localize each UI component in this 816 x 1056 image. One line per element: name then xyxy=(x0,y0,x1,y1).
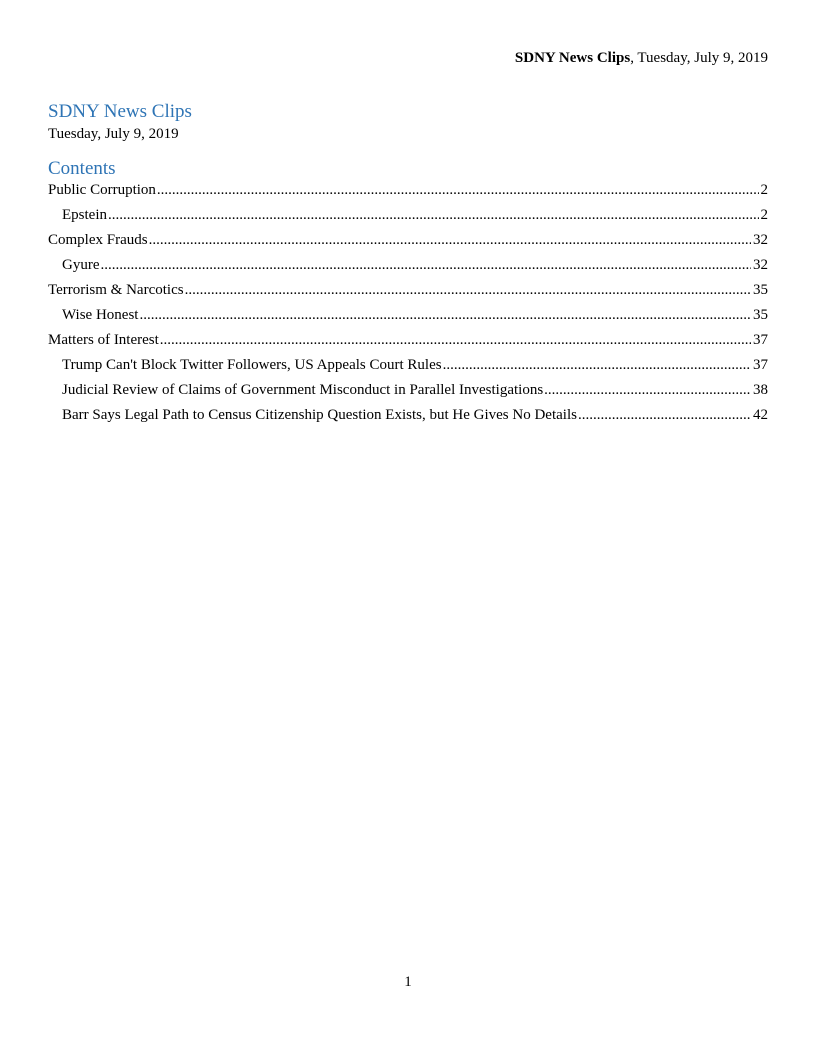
toc-dot-leader xyxy=(101,255,752,275)
toc-entry-link[interactable] xyxy=(48,355,768,380)
toc-entry-label: Gyure xyxy=(62,257,100,273)
contents-heading: Contents xyxy=(48,158,116,179)
toc-dot-leader xyxy=(157,180,759,200)
toc-entry-page: 2 xyxy=(760,182,768,198)
toc-entry-label: Epstein xyxy=(62,207,107,223)
toc-entry-page: 35 xyxy=(753,307,768,323)
toc-dot-leader xyxy=(443,355,751,375)
toc-dot-leader xyxy=(185,280,751,300)
document-date: Tuesday, July 9, 2019 xyxy=(48,126,179,142)
toc-item xyxy=(48,380,768,405)
toc-entry-page: 35 xyxy=(753,282,768,298)
toc-entry-label: Terrorism & Narcotics xyxy=(48,282,184,298)
toc-entry-link[interactable] xyxy=(48,280,768,305)
page-number: 1 xyxy=(404,974,412,990)
toc-entry-label: Trump Can't Block Twitter Followers, US Appeals Court Rules xyxy=(62,357,442,373)
toc-entry-label: Complex Frauds xyxy=(48,232,148,248)
toc-entry-label: Barr Says Legal Path to Census Citizenship Question Exists, but He Gives No Details xyxy=(62,407,577,423)
toc-entry-link[interactable] xyxy=(48,405,768,430)
toc-entry-link[interactable] xyxy=(48,230,768,255)
running-header xyxy=(515,48,768,68)
toc-entry-page: 2 xyxy=(760,207,768,223)
toc-item xyxy=(48,280,768,305)
toc-entry-link[interactable] xyxy=(48,180,768,205)
toc-dot-leader xyxy=(108,205,759,225)
toc-entry-label: Matters of Interest xyxy=(48,332,159,348)
toc-dot-leader xyxy=(544,380,751,400)
toc-entry-link[interactable] xyxy=(48,255,768,280)
toc-item xyxy=(48,230,768,255)
document-title: SDNY News Clips xyxy=(48,101,192,122)
toc-entry-page: 37 xyxy=(753,357,768,373)
toc-item xyxy=(48,355,768,380)
toc-entry-link[interactable] xyxy=(48,305,768,330)
toc-dot-leader xyxy=(578,405,751,425)
header-separator: , xyxy=(630,50,634,66)
toc-item xyxy=(48,205,768,230)
toc-entry-page: 38 xyxy=(753,382,768,398)
toc-entry-label: Wise Honest xyxy=(62,307,139,323)
toc-entry-link[interactable] xyxy=(48,205,768,230)
toc-dot-leader xyxy=(149,230,751,250)
toc-entry-page: 32 xyxy=(753,232,768,248)
toc-item xyxy=(48,330,768,355)
toc-dot-leader xyxy=(160,330,751,350)
toc-entry-page: 32 xyxy=(753,257,768,273)
toc-item xyxy=(48,180,768,205)
toc-item xyxy=(48,405,768,430)
header-date: Tuesday, July 9, 2019 xyxy=(633,50,768,66)
table-of-contents xyxy=(48,180,768,430)
toc-entry-label: Judicial Review of Claims of Government Misconduct in Parallel Investigations xyxy=(62,382,544,398)
toc-entry-link[interactable] xyxy=(48,380,768,405)
toc-item xyxy=(48,305,768,330)
header-brand: SDNY News Clips xyxy=(514,50,631,66)
toc-entry-page: 42 xyxy=(753,407,768,423)
toc-item xyxy=(48,255,768,280)
toc-entry-link[interactable] xyxy=(48,330,768,355)
toc-entry-page: 37 xyxy=(753,332,768,348)
toc-dot-leader xyxy=(139,305,751,325)
toc-entry-label: Public Corruption xyxy=(48,182,156,198)
